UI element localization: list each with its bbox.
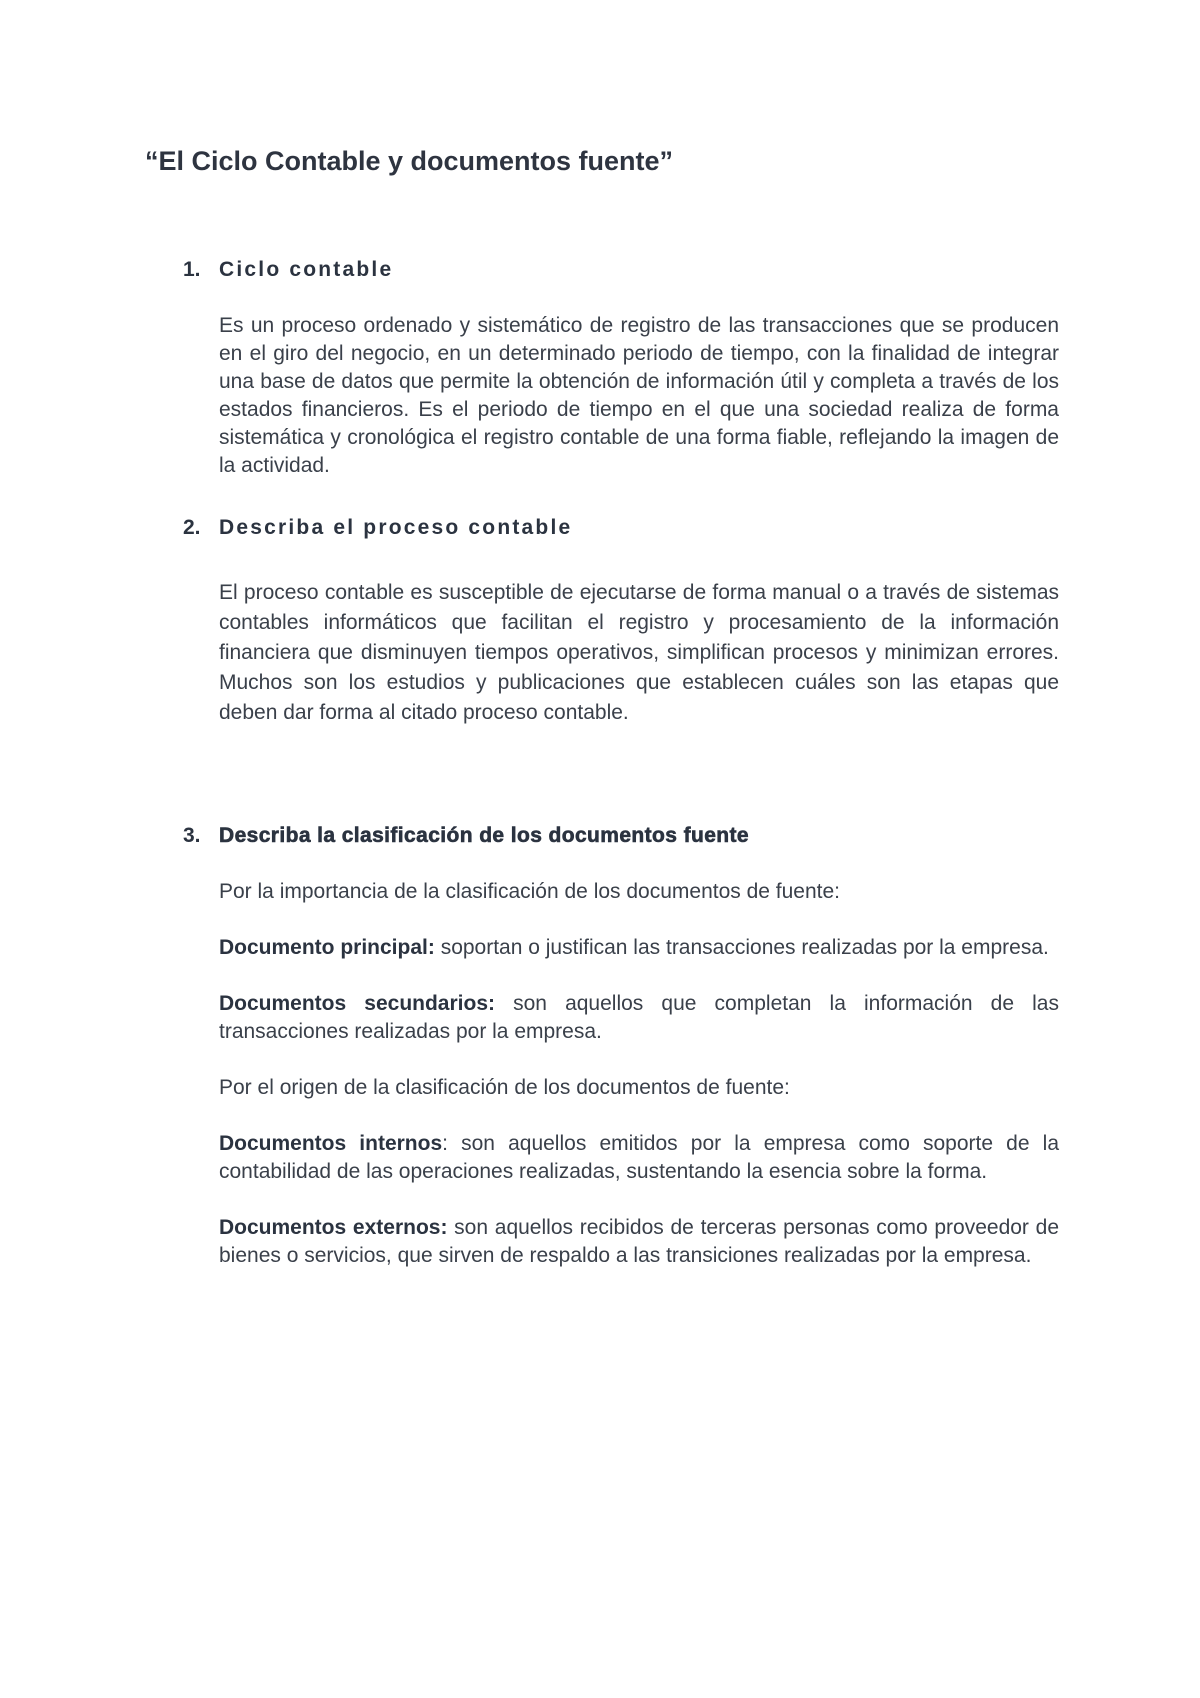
term-label: Documentos secundarios: <box>219 992 495 1015</box>
term-label: Documentos internos <box>219 1132 443 1155</box>
section-body <box>219 312 1059 480</box>
intro-importance: Por la importancia de la clasificación de los documentos de fuente: <box>219 880 841 903</box>
section-heading-text: Ciclo contable <box>219 258 394 281</box>
paragraph: El proceso contable es susceptible de ejecutarse de forma manual o a través de sistemas contables informáticos que facilitan el registro y procesamiento de la información financiera que disminuyen tiempos operativos, simplifican procesos y minimizan errores. Muchos son los estudios y publicaciones que establecen cuáles son las etapas que deben dar forma al citado proceso contable. <box>219 581 1059 724</box>
section-number: 3. <box>183 824 201 847</box>
section-clasificacion-documentos <box>183 824 1059 1270</box>
document-title: “El Ciclo Contable y documentos fuente” <box>145 146 674 176</box>
documentos-internos <box>219 1130 1059 1186</box>
section-heading <box>183 516 1059 540</box>
paragraph: Es un proceso ordenado y sistemático de registro de las transacciones que se producen en el giro del negocio, en un determinado periodo de tiempo, con la finalidad de integrar una base de datos que permite la obtención de información útil y completa a través de los estados financieros. Es el periodo de tiempo en el que una sociedad realiza de forma sistemática y cronológica el registro contable de una forma fiable, reflejando la imagen de la actividad. <box>219 314 1059 477</box>
term-text: son aquellos que completan la información de las transacciones realizadas por la empresa. <box>219 992 1059 1043</box>
term-text: son aquellos recibidos de terceras personas como proveedor de bienes o servicios, que sirven de respaldo a las transiciones realizadas por la empresa. <box>219 1216 1060 1267</box>
term-text: soportan o justifican las transacciones realizadas por la empresa. <box>434 936 1049 959</box>
documento-principal <box>219 934 1059 962</box>
section-number: 2. <box>183 516 201 539</box>
documentos-externos <box>219 1214 1059 1270</box>
section-proceso-contable <box>183 516 1059 728</box>
term-label: Documento principal: <box>219 936 435 959</box>
section-ciclo-contable <box>183 258 1059 480</box>
section-heading <box>183 258 1059 282</box>
intro-origin: Por el origen de la clasificación de los documentos de fuente: <box>219 1076 790 1099</box>
term-label: Documentos externos: <box>219 1216 448 1239</box>
section-heading-text: Describa la clasificación de los documentos fuente <box>219 824 749 847</box>
documentos-secundarios <box>219 990 1059 1046</box>
section-number: 1. <box>183 258 201 281</box>
section-body <box>219 578 1059 728</box>
term-text: : son aquellos emitidos por la empresa como soporte de la contabilidad de las operaciones realizadas, sustentando la esencia sobre la forma. <box>219 1132 1059 1183</box>
section-heading <box>183 824 1059 848</box>
section-heading-text: Describa el proceso contable <box>219 516 573 539</box>
section-body <box>219 878 1059 1270</box>
